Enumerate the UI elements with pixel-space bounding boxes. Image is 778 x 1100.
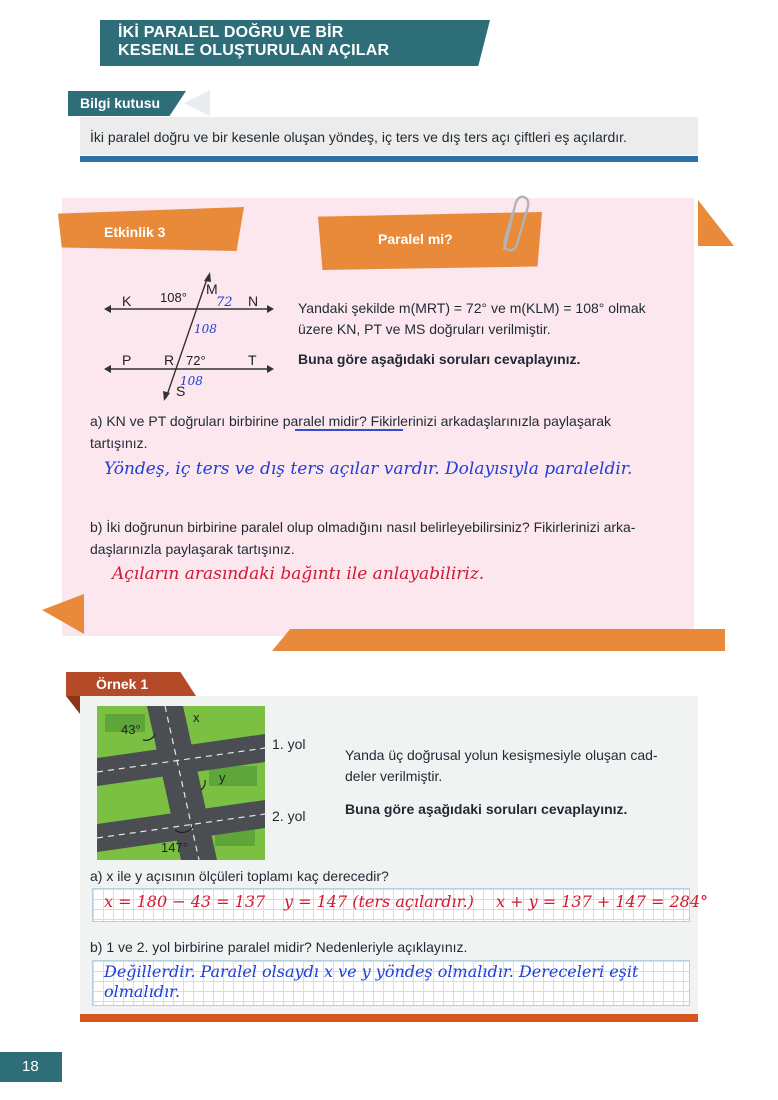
example-bottom-bar [80, 1014, 698, 1022]
example-desc-line2: deler verilmiştir. [345, 768, 443, 784]
question-a-line2: tartışınız. [90, 435, 148, 451]
activity-instruction: Buna göre aşağıdaki soruları cevaplayınız. [298, 351, 581, 367]
activity-subtitle: Paralel mi? [378, 231, 453, 247]
info-box-text: İki paralel doğru ve bir kesenle oluşan yöndeş, iç ters ve dış ters açı çiftleri eş açılardır. [90, 129, 627, 145]
label-T: T [248, 352, 257, 368]
answer-a-handwritten: Yöndeş, iç ters ve dış ters açılar vardır. Dolayısıyla paraleldir. [104, 459, 633, 479]
page-number: 18 [22, 1058, 39, 1075]
example-desc-line1: Yanda üç doğrusal yolun kesişmesiyle oluşan cad- [345, 747, 658, 763]
road-1-label: 1. yol [272, 736, 306, 752]
activity-label: Etkinlik 3 [104, 224, 166, 240]
desc-line2: üzere KN, PT ve MS doğruları verilmiştir. [298, 321, 551, 337]
question-b [90, 516, 690, 560]
desc-pre: Yandaki şekilde [298, 300, 396, 316]
hw-72: 72 [216, 295, 233, 310]
activity-description [298, 298, 698, 340]
example-answer-b [104, 962, 688, 1002]
activity-bottom-band [272, 629, 725, 651]
map-angle-147: 147° [161, 840, 188, 855]
label-K: K [122, 293, 132, 309]
handwritten-underline [295, 429, 403, 431]
map-label-x: x [193, 710, 200, 725]
label-M: M [206, 281, 218, 297]
example-description [345, 745, 695, 787]
example-instruction: Buna göre aşağıdaki soruları cevaplayınız. [345, 801, 628, 817]
example-question-b: b) 1 ve 2. yol birbirine paralel midir? Nedenleriyle açıklayınız. [90, 939, 468, 955]
question-b-line2: daşlarınızla paylaşarak tartışınız. [90, 541, 295, 557]
road-2-label: 2. yol [272, 808, 306, 824]
question-a-line1: a) KN ve PT doğruları birbirine paralel midir? Fikirlerinizi arkadaşlarınızla paylaşarak [90, 413, 612, 429]
hw-108a: 108 [194, 322, 217, 336]
paperclip-icon [490, 192, 530, 256]
parallel-lines-figure [100, 270, 280, 402]
label-S: S [176, 383, 186, 399]
road-map-illustration [97, 706, 265, 860]
label-N: N [248, 293, 259, 309]
label-R: R [164, 352, 175, 368]
label-angle-top: 108° [160, 290, 187, 305]
map-angle-43: 43° [121, 722, 141, 737]
info-box-title: Bilgi kutusu [80, 95, 161, 111]
info-box-underline [80, 156, 698, 162]
question-a [90, 410, 690, 454]
desc-ve: ve [491, 300, 506, 316]
example-question-a: a) x ile y açısının ölçüleri toplamı kaç derecedir? [90, 868, 389, 884]
example-answer-b-line1: Değillerdir. Paralel olsaydı x ve y yöndeş olmalıdır. Dereceleri eşit [104, 962, 639, 981]
question-b-line1: b) İki doğrunun birbirine paralel olup olmadığını nasıl belirleyebilirsiniz? Fikirlerinizi arka- [90, 519, 636, 535]
example-answer-a-2: y = 147 (ters açılardır.) [284, 892, 474, 911]
hw-108b: 108 [180, 374, 203, 388]
label-angle-mid: 72° [186, 353, 206, 368]
label-P: P [122, 352, 132, 368]
chapter-title-line2: KESENLE OLUŞTURULAN AÇILAR [118, 42, 390, 59]
map-label-y: y [219, 770, 226, 785]
chapter-title [118, 24, 478, 60]
desc-post: olmak [608, 300, 646, 316]
answer-b-handwritten: Açıların arasındaki bağıntı ile anlayabiliriz. [112, 564, 485, 584]
chapter-title-line1: İKİ PARALEL DOĞRU VE BİR [118, 24, 344, 41]
desc-klm: m(KLM) = 108° [509, 300, 605, 316]
example-answer-a-1: x = 180 − 43 = 137 [104, 892, 266, 911]
example-answer-a-3: x + y = 137 + 147 = 284° [496, 892, 708, 911]
example-label: Örnek 1 [96, 676, 149, 692]
example-answer-b-line2: olmalıdır. [104, 982, 181, 1001]
activity-corner-decoration [698, 200, 734, 246]
desc-mrt: m(MRT) = 72° [398, 300, 488, 316]
info-box-arrow [184, 90, 210, 116]
example-tab-fold [66, 696, 80, 714]
